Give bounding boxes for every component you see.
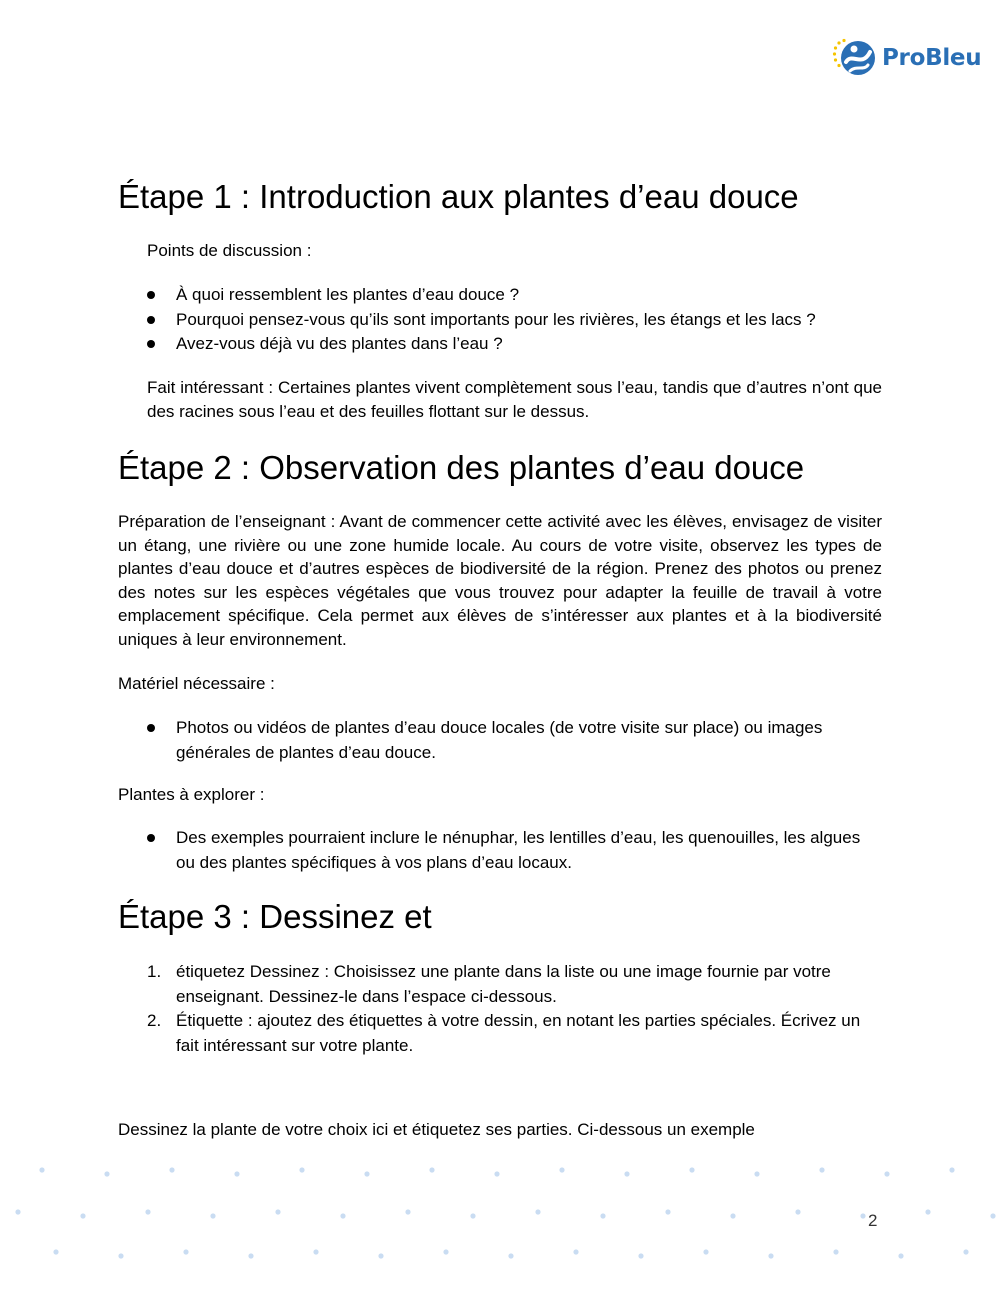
decorative-dot [169,1167,174,1172]
decorative-dot [703,1249,708,1254]
decorative-dot [990,1213,995,1218]
decorative-dot [535,1209,540,1214]
decorative-dot [378,1253,383,1258]
decorative-dot [638,1253,643,1258]
decorative-dot [624,1171,629,1176]
list-item: Avez-vous déjà vu des plantes dans l’eau ? [147,332,887,357]
list-number: 2. [147,1011,162,1030]
list-item: Des exemples pourraient inclure le nénuphar, les lentilles d’eau, les quenouilles, les algues ou des plantes spécifiques à vos plans d’eau locaux. [147,826,867,875]
decorative-dot [898,1253,903,1258]
decorative-dot [183,1249,188,1254]
decorative-dot [949,1167,954,1172]
decorative-dot [600,1213,605,1218]
decorative-dot [925,1209,930,1214]
decorative-dot [963,1249,968,1254]
materials-list [147,716,867,765]
list-item [147,1009,882,1058]
decorative-dot [689,1167,694,1172]
decorative-dot [508,1253,513,1258]
list-item: Pourquoi pensez-vous qu’ils sont importants pour les rivières, les étangs et les lacs ? [147,308,887,333]
materials-label: Matériel nécessaire : [118,674,275,693]
probleu-logo [832,38,981,78]
logo-wordmark: ProBleu [882,45,982,71]
decorative-dot [795,1209,800,1214]
decorative-dot [145,1209,150,1214]
list-item: À quoi ressemblent les plantes d’eau douce ? [147,283,887,308]
decorative-dot [104,1171,109,1176]
decorative-dot [429,1167,434,1172]
decorative-dot [248,1253,253,1258]
steps-list [147,960,882,1058]
drawing-instruction: Dessinez la plante de votre choix ici et étiquetez ses parties. Ci-dessous un exemple [118,1120,755,1139]
step1-heading: Étape 1 : Introduction aux plantes d’eau douce [118,178,799,215]
decorative-dot [275,1209,280,1214]
decorative-dot [15,1209,20,1214]
decorative-dot [313,1249,318,1254]
decorative-dot [860,1213,865,1218]
decorative-dot [210,1213,215,1218]
decorative-dot [443,1249,448,1254]
decorative-dot [234,1171,239,1176]
list-item-text: Étiquette : ajoutez des étiquettes à votre dessin, en notant les parties spéciales. Écrivez un fait intéressant sur votre plante. [176,1011,861,1055]
decorative-dot [819,1167,824,1172]
decorative-dot [299,1167,304,1172]
list-item: Photos ou vidéos de plantes d’eau douce locales (de votre visite sur place) ou images générales de plantes d’eau douce. [147,716,867,765]
plants-label: Plantes à explorer : [118,785,265,804]
decorative-dot [39,1167,44,1172]
decorative-dot [730,1213,735,1218]
decorative-dot [559,1167,564,1172]
discussion-list [147,283,887,357]
list-item-text: étiquetez Dessinez : Choisissez une plante dans la liste ou une image fournie par votre enseignant. Dessinez-le dans l’espace ci-dessous. [176,962,831,1006]
decorative-dot [53,1249,58,1254]
page-number: 2 [868,1211,878,1230]
decorative-dot [754,1171,759,1176]
decorative-dot [470,1213,475,1218]
decorative-dot [405,1209,410,1214]
discussion-label: Points de discussion : [147,241,312,260]
list-item [147,960,882,1009]
list-number: 1. [147,962,162,981]
step3-heading: Étape 3 : Dessinez et [118,898,432,935]
decorative-dot [833,1249,838,1254]
decorative-dot [494,1171,499,1176]
decorative-dot-pattern [0,1150,1000,1294]
fun-fact: Fait intéressant : Certaines plantes vivent complètement sous l’eau, tandis que d’autres n’ont que des racines sous l’eau et des feuilles flottant sur le dessus. [147,378,882,421]
plants-list [147,826,867,875]
decorative-dot [573,1249,578,1254]
probleu-logo-icon [832,38,878,78]
decorative-dot [768,1253,773,1258]
decorative-dot [884,1171,889,1176]
teacher-preparation: Préparation de l’enseignant : Avant de commencer cette activité avec les élèves, envisagez de visiter un étang, une rivière ou une zone humide locale. Au cours de votre visite, observez les types de plantes d’eau douce et d’autres espèces de biodiversité de la région. Prenez des photos ou prenez des notes sur les espèces végétales que vous trouvez pour adapter la feuille de travail à votre emplacement spécifique. Cela permet aux élèves de s’intéresser aux plantes et à la biodiversité uniques à leur environnement. [118,512,882,649]
decorative-dot [80,1213,85,1218]
decorative-dot [364,1171,369,1176]
step2-heading: Étape 2 : Observation des plantes d’eau douce [118,449,805,486]
decorative-dot [118,1253,123,1258]
decorative-dot [665,1209,670,1214]
decorative-dot [340,1213,345,1218]
